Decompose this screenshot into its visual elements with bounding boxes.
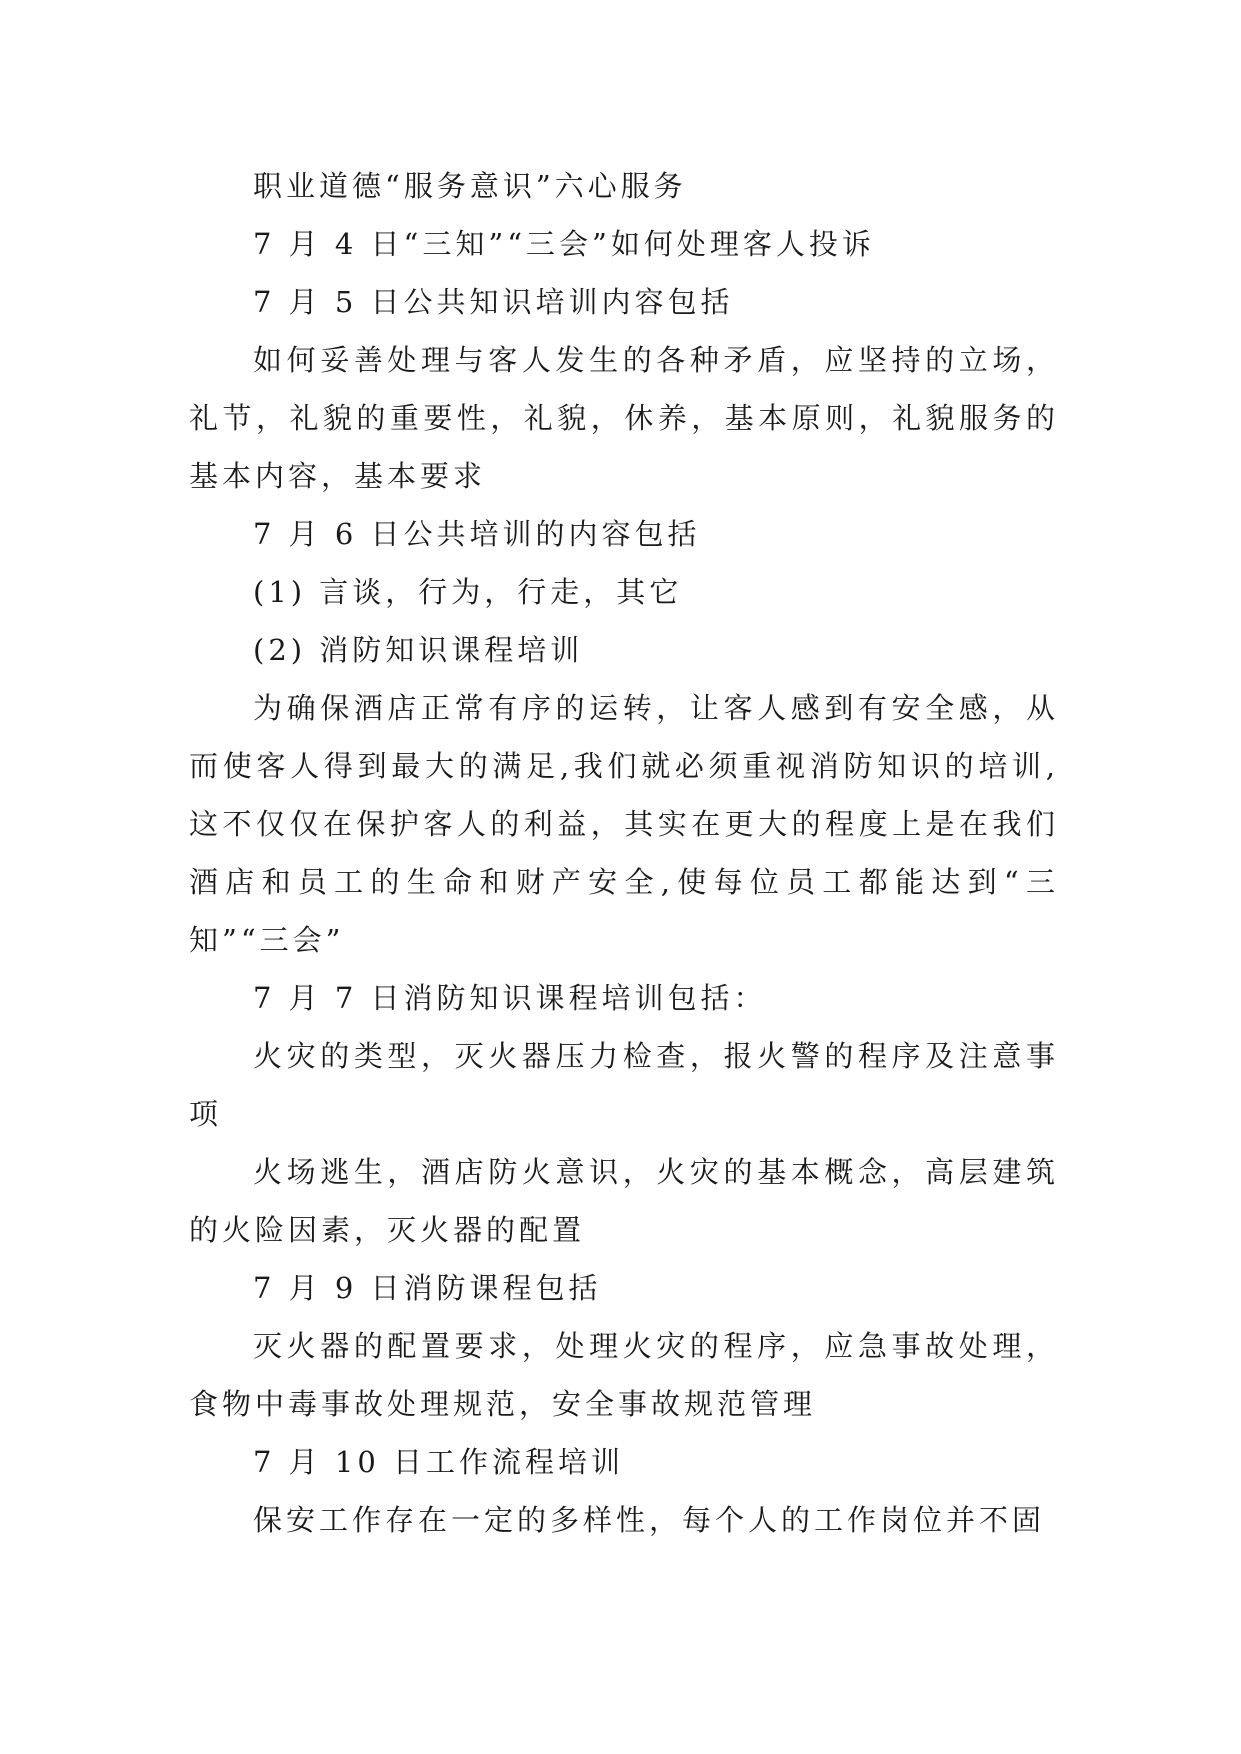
paragraph-july-4: 7 月 4 日“三知”“三会”如何处理客人投诉 bbox=[253, 227, 875, 261]
paragraph-july-7: 7 月 7 日消防知识课程培训包括： bbox=[253, 981, 767, 1015]
paragraph-july-10: 7 月 10 日工作流程培训 bbox=[253, 1445, 625, 1479]
document-body bbox=[189, 157, 1059, 1549]
paragraph-conflict-handling: 如何妥善处理与客人发生的各种矛盾，应坚持的立场，礼节，礼貌的重要性，礼貌，休养，基本原则，礼貌服务的基本内容，基本要求 bbox=[189, 343, 1059, 493]
paragraph-fire-safety-importance: 为确保酒店正常有序的运转，让客人感到有安全感，从而使客人得到最大的满足,我们就必须重视消防知识的培训,这不仅仅在保护客人的利益，其实在更大的程度上是在我们酒店和员工的生命和财产安全,使每位员工都能达到“三知”“三会” bbox=[189, 691, 1059, 957]
paragraph-july-5: 7 月 5 日公共知识培训内容包括 bbox=[253, 285, 734, 319]
list-item-1: (1) 言谈，行为，行走，其它 bbox=[253, 575, 683, 609]
paragraph-security-work: 保安工作存在一定的多样性，每个人的工作岗位并不固 bbox=[253, 1503, 1046, 1537]
paragraph-july-6: 7 月 6 日公共培训的内容包括 bbox=[253, 517, 701, 551]
paragraph-fire-escape: 火场逃生，酒店防火意识，火灾的基本概念，高层建筑的火险因素，灭火器的配置 bbox=[189, 1155, 1059, 1247]
list-item-2: (2) 消防知识课程培训 bbox=[253, 633, 584, 667]
paragraph-professional-ethics: 职业道德“服务意识”六心服务 bbox=[253, 169, 687, 203]
paragraph-july-9: 7 月 9 日消防课程包括 bbox=[253, 1271, 602, 1305]
paragraph-extinguisher-requirements: 灭火器的配置要求，处理火灾的程序，应急事故处理，食物中毒事故处理规范，安全事故规范管理 bbox=[189, 1329, 1059, 1421]
paragraph-fire-types: 火灾的类型，灭火器压力检查，报火警的程序及注意事项 bbox=[189, 1039, 1059, 1131]
